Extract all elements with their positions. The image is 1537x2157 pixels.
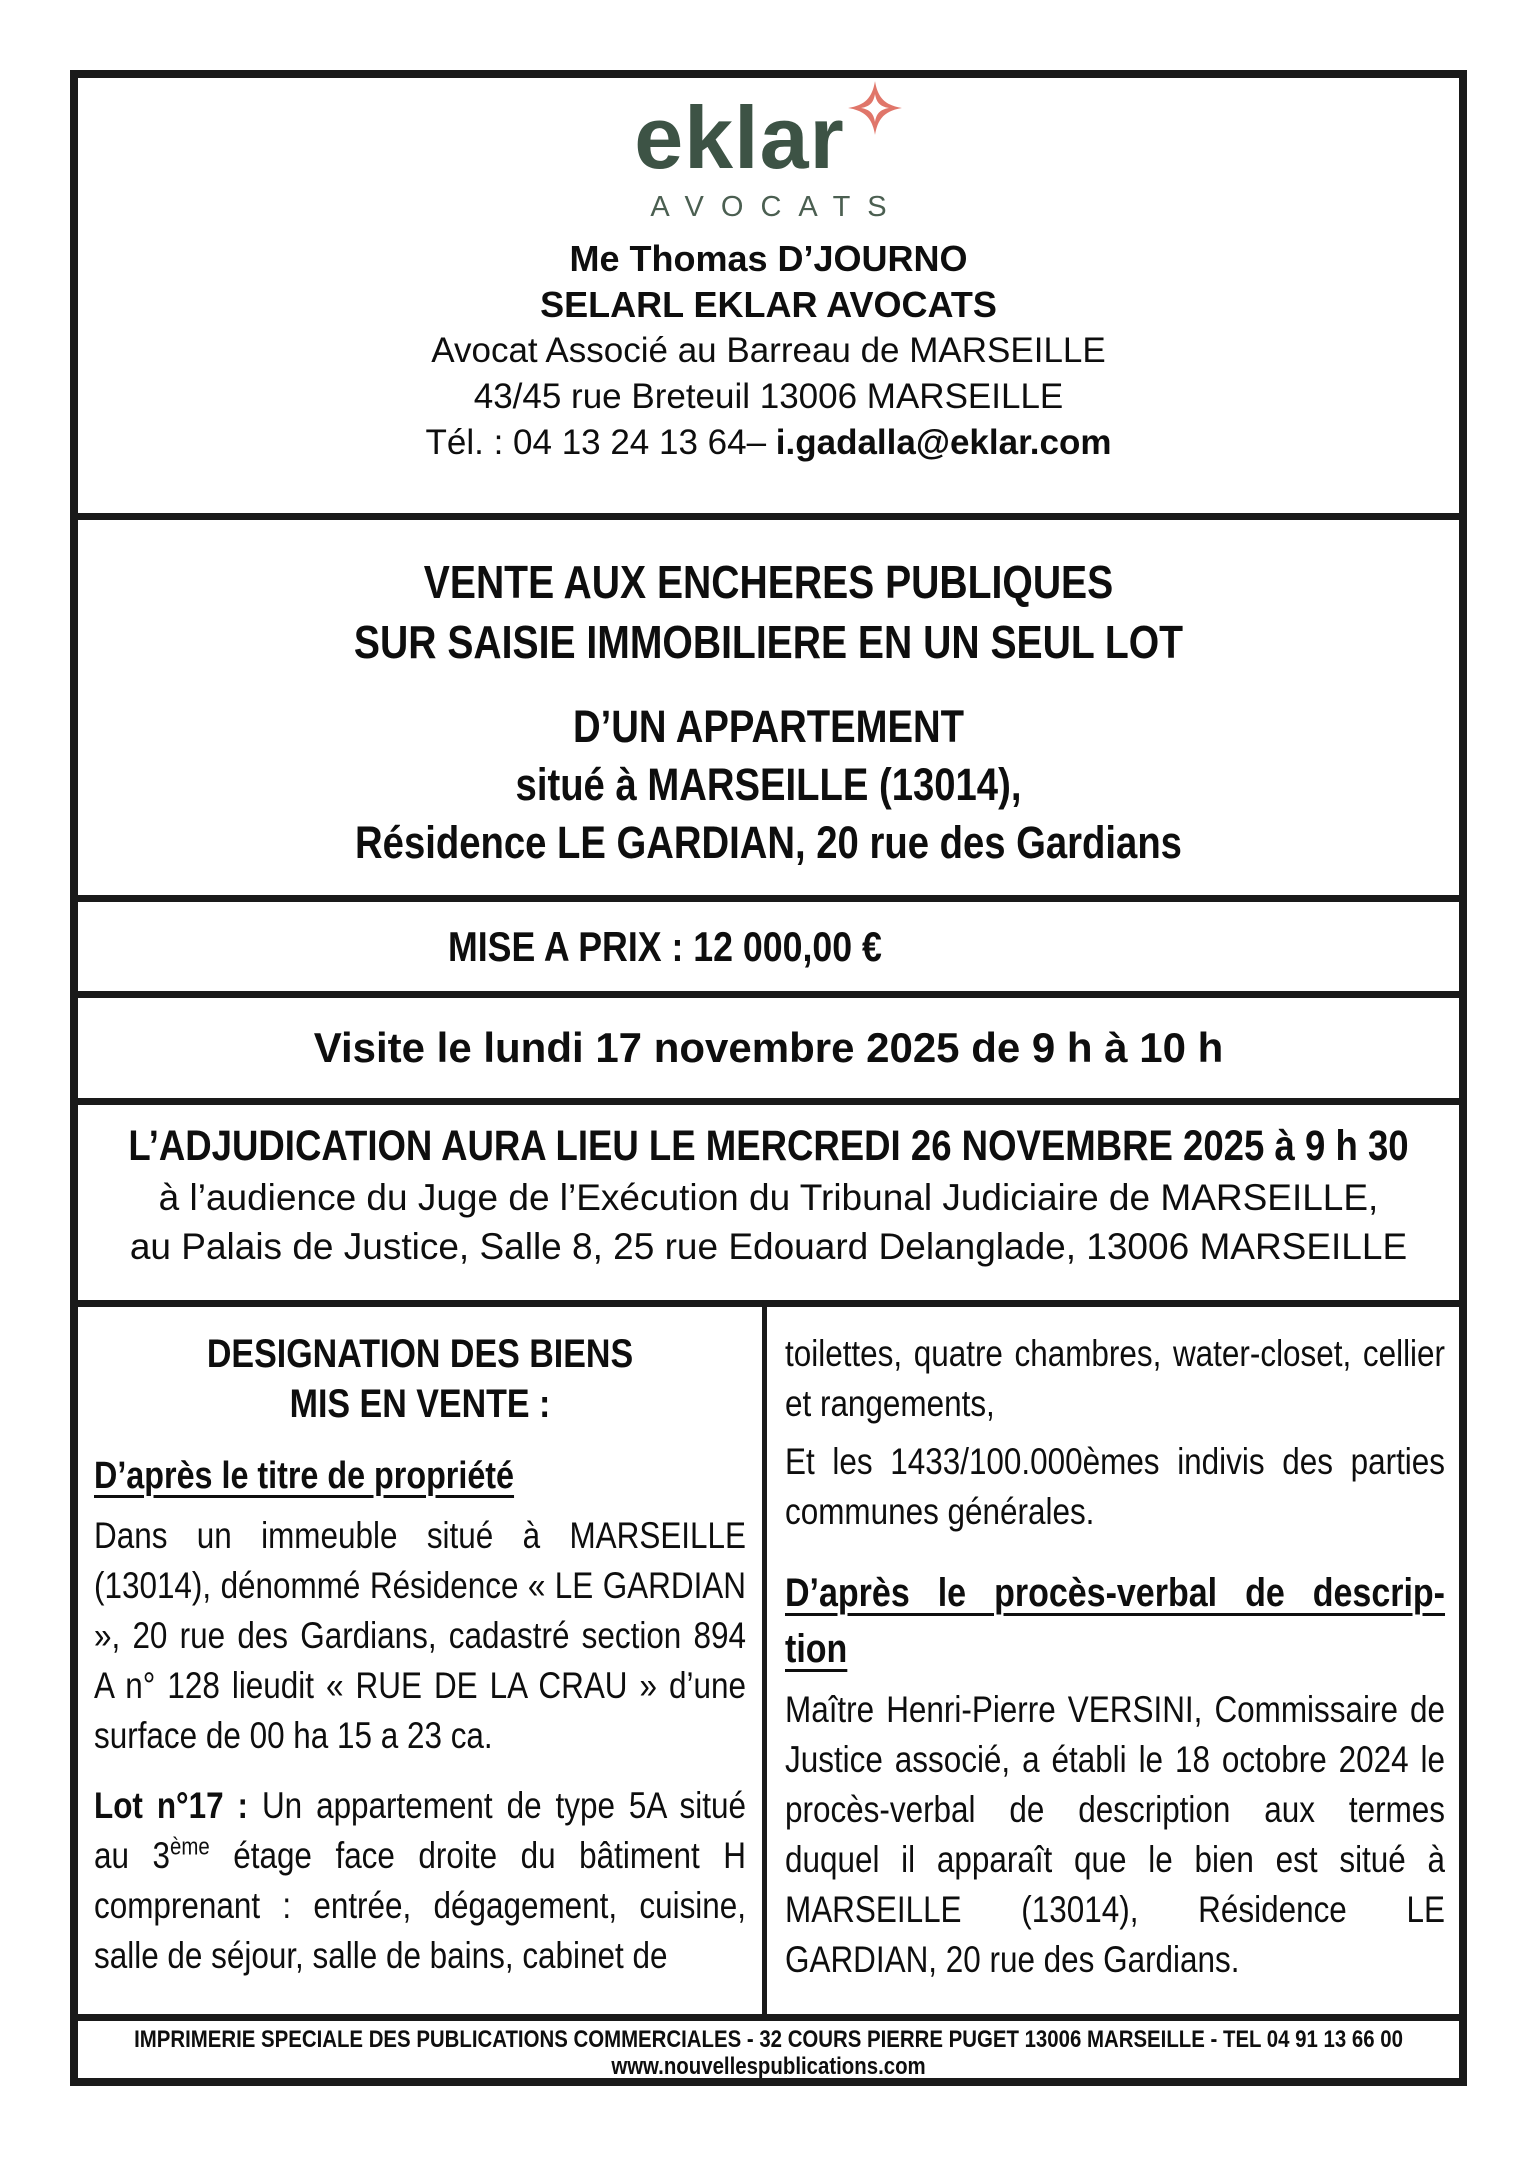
attorney-info — [78, 236, 1459, 466]
eklar-logo-subtitle: AVOCATS — [650, 190, 904, 223]
printer-address-line: IMPRIMERIE SPECIALE DES PUBLICATIONS COMMERCIALES - 32 COURS PIERRE PUGET 13006 MARSEILLE - TEL 04 91 13 66 00 — [134, 2026, 1403, 2053]
sale-subject-line1: D’UN APPARTEMENT — [573, 701, 965, 752]
lot-description-end: étage face droite du bâtiment H comprenant : entrée, dégagement, cuisine, salle de séjour, salle de bains, cabinet de — [94, 1835, 747, 1976]
printer-website: www.nouvellespublications.com — [611, 2053, 926, 2078]
designation-heading-line2: MIS EN VENTE : — [289, 1382, 551, 1426]
email-address: i.gadalla@eklar.com — [775, 422, 1112, 462]
sale-title-section — [78, 520, 1459, 902]
designation-left-column — [78, 1307, 767, 2014]
report-heading-line2: tion — [785, 1627, 848, 1671]
report-paragraph: Maître Henri-Pierre VERSINI, Commissaire de Justice associé, a établi le 18 octobre 2024 le procès-verbal de description aux termes duquel il apparaît que le bien est situé à MARSEILLE (13014), Résidence LE GARDIAN, 20 rue des Gardians. — [785, 1689, 1446, 1980]
lot-continuation-paragraph: toilettes, quatre chambres, water-closet, cellier et rangements, — [785, 1333, 1446, 1424]
adjudication-address: au Palais de Justice, Salle 8, 25 rue Edouard Delanglade, 13006 MARSEILLE — [129, 1226, 1408, 1267]
common-parts-paragraph: Et les 1433/100.000èmes indivis des parties communes générales. — [785, 1441, 1446, 1532]
starting-price: MISE A PRIX : 12 000,00 € — [447, 922, 882, 970]
visit-date: Visite le lundi 17 novembre 2025 de 9 h à 10 h — [313, 1024, 1224, 1071]
title-deed-paragraph: Dans un immeuble situé à MARSEILLE (13014), dénommé Résidence « LE GARDIAN », 20 rue des Gardians, cadastré section 894 A n° 128 lieudit « RUE DE LA CRAU » d’une surface de 00 ha 15 a 23 ca. — [94, 1515, 747, 1756]
lot-number: Lot n°17 : — [94, 1785, 262, 1826]
designation-heading-line1: DESIGNATION DES BIENS — [206, 1332, 634, 1376]
eklar-logo — [78, 78, 1459, 222]
adjudication-court: à l’audience du Juge de l’Exécution du Tribunal Judiciaire de MARSEILLE, — [158, 1177, 1379, 1218]
adjudication-headline: L’ADJUDICATION AURA LIEU LE MERCREDI 26 NOVEMBRE 2025 à 9 h 30 — [128, 1122, 1409, 1170]
sale-title-line1: VENTE AUX ENCHERES PUBLIQUES — [423, 556, 1114, 608]
lot-paragraph — [94, 1781, 746, 1981]
sparkle-icon — [847, 80, 903, 136]
attorney-name: Me Thomas D’JOURNO — [569, 237, 968, 279]
phone-number: Tél. : 04 13 24 13 64– — [425, 422, 776, 462]
starting-price-section — [78, 902, 1459, 998]
sale-title-line2: SUR SAISIE IMMOBILIERE EN UN SEUL LOT — [353, 616, 1184, 668]
eklar-logo-wordmark: eklar — [634, 88, 845, 187]
designation-right-column — [767, 1307, 1459, 2014]
address-line: 43/45 rue Breteuil 13006 MARSEILLE — [473, 376, 1064, 416]
report-heading-line1: D’après le procès-verbal de descrip- — [785, 1571, 1446, 1615]
lot-description-start: Un appartement de type 5A situé au 3 — [94, 1785, 747, 1876]
adjudication-section — [78, 1105, 1459, 1307]
designation-section — [78, 1307, 1459, 2021]
lot-floor-ordinal: ème — [170, 1833, 210, 1861]
firm-name: SELARL EKLAR AVOCATS — [540, 283, 997, 325]
bar-line: Avocat Associé au Barreau de MARSEILLE — [431, 330, 1106, 370]
contact-line — [78, 420, 1459, 466]
sale-subject-line2: situé à MARSEILLE (13014), — [515, 759, 1022, 810]
printer-footer-section — [78, 2021, 1459, 2078]
notice-outer-border — [70, 70, 1467, 2086]
title-deed-heading: D’après le titre de propriété — [94, 1455, 515, 1497]
sale-subject-line3: Résidence LE GARDIAN, 20 rue des Gardians — [355, 817, 1182, 868]
visit-section — [78, 998, 1459, 1105]
letterhead-section — [78, 78, 1459, 520]
